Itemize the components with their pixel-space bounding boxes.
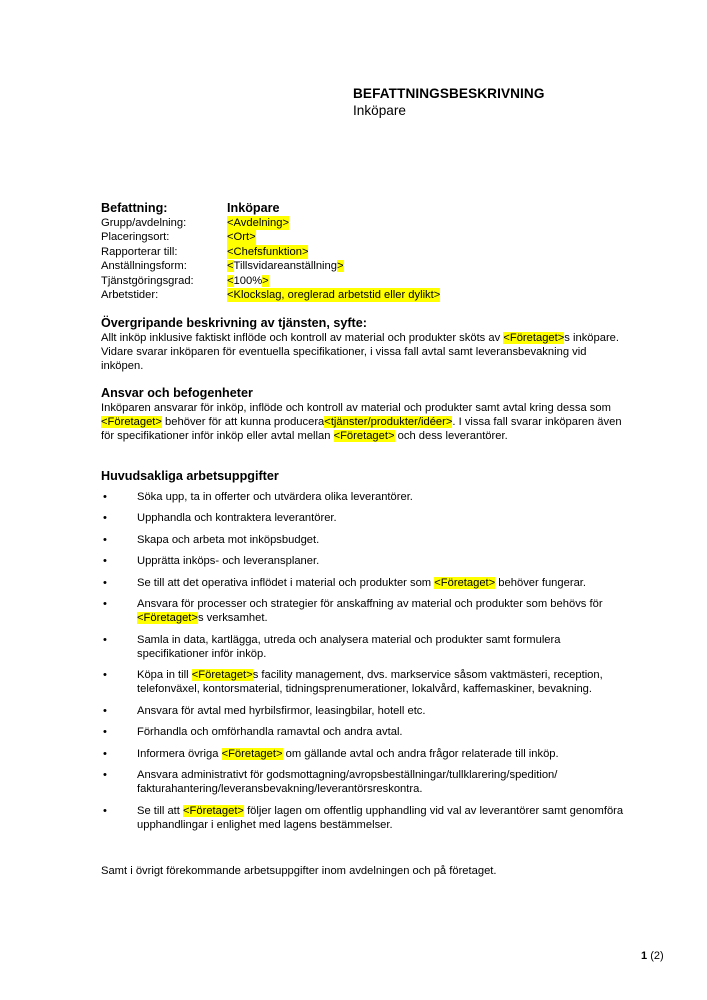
list-item-text: Se till att det operativa inflödet i material och produkter som <Företaget> behöver fungerar.	[137, 576, 587, 589]
info-label: Grupp/avdelning:	[101, 217, 187, 229]
company-placeholder: <Företaget>	[101, 416, 162, 429]
document-title: BEFATTNINGSBESKRIVNING	[353, 86, 545, 101]
list-item	[101, 554, 631, 568]
overview-paragraph	[101, 331, 631, 374]
list-item	[101, 490, 631, 504]
document-header	[353, 85, 545, 119]
company-placeholder: <Företaget>	[183, 804, 244, 817]
company-placeholder: <Företaget>	[191, 669, 253, 682]
text: behöver för att kunna producera	[161, 416, 325, 429]
closing-paragraph: Samt i övrigt förekommande arbetsuppgifter inom avdelningen och på företaget.	[101, 865, 497, 877]
overview-section	[101, 316, 631, 374]
info-row-working-hours	[101, 288, 440, 302]
list-item-text: Samla in data, kartlägga, utreda och analysera material och produkter samt formulera specifikationer inför inköp.	[137, 633, 561, 660]
list-item-text: Upprätta inköps- och leveransplaner.	[137, 555, 320, 568]
company-placeholder: <Företaget>	[137, 612, 198, 625]
info-label: Tjänstgöringsgrad:	[101, 274, 194, 287]
list-item	[101, 804, 631, 832]
tasks-list	[101, 490, 631, 832]
info-value	[227, 259, 344, 273]
document-subtitle: Inköpare	[353, 103, 406, 118]
info-label: Arbetstider:	[101, 289, 159, 302]
list-item	[101, 633, 631, 661]
list-item	[101, 668, 631, 696]
page-number	[641, 950, 664, 962]
list-item-text: Köpa in till <Företaget>s facility management, dvs. markservice såsom vaktmästeri, reception, telefonväxel, kontorsmaterial, tidningsprenumerationer, lokalvård, kaffemaskiner, bevakning.	[137, 669, 603, 696]
bracket-close: >	[262, 274, 269, 287]
list-item-text: Ansvara administrativt för godsmottagning/avropsbeställningar/tullklarering/spedition/ fakturahantering/leveransbevakning/leverantörsreskontra.	[137, 768, 558, 796]
company-placeholder: <Företaget>	[221, 747, 283, 760]
responsibilities-paragraph	[101, 401, 631, 444]
info-label: Placeringsort:	[101, 231, 170, 244]
info-value-placeholder: <Klockslag, oreglerad arbetstid eller dylikt>	[227, 289, 441, 302]
page-total: (2)	[650, 950, 664, 962]
bullet-icon: •	[103, 747, 107, 760]
info-value	[227, 274, 269, 288]
company-placeholder: <Företaget>	[434, 576, 496, 589]
bracket-open: <	[227, 274, 234, 287]
info-row-location	[101, 230, 440, 244]
list-item-text: Skapa och arbeta mot inköpsbudget.	[137, 533, 320, 546]
overview-heading: Övergripande beskrivning av tjänsten, syfte:	[101, 316, 367, 330]
tasks-section	[101, 469, 631, 839]
list-item	[101, 511, 631, 525]
info-row-department	[101, 216, 440, 230]
bullet-icon: •	[103, 512, 107, 525]
info-row-position	[101, 201, 440, 216]
bullet-icon: •	[103, 704, 107, 717]
bracket-close: >	[336, 260, 344, 273]
text: Inköparen ansvarar för inköp, inflöde och kontroll av material och produkter samt avtal kring dessa som	[101, 402, 611, 414]
products-placeholder: <tjänster/produkter/idéer>	[324, 416, 453, 429]
info-label: Anställningsform:	[101, 260, 187, 273]
list-item-text: Informera övriga <Företaget> om gällande avtal och andra frågor relaterade till inköp.	[137, 747, 559, 760]
list-item	[101, 704, 631, 718]
list-item-text: Se till att <Företaget> följer lagen om offentlig upphandling vid val av leverantörer samt genomföra upphandlingar i enlighet med lagens bestämmelser.	[137, 804, 624, 831]
list-item-text: Ansvara för processer och strategier för anskaffning av material och produkter som behövs för <Företaget>s verksamhet.	[137, 597, 603, 625]
list-item	[101, 597, 631, 625]
bullet-icon: •	[103, 633, 107, 646]
bracket-open: <	[227, 260, 234, 273]
info-row-employment-rate	[101, 274, 440, 288]
info-label: Rapporterar till:	[101, 245, 178, 258]
responsibilities-section	[101, 386, 631, 444]
text: Allt inköp inklusive faktiskt inflöde och kontroll av material och produkter sköts av	[101, 332, 504, 344]
info-row-reports-to	[101, 245, 440, 259]
text: s inköpare. Vidare svarar inköparen för eventuella specifikationer, i vissa fall avtal samt leveransbevakning vid inköpen.	[101, 332, 620, 373]
bullet-icon: •	[103, 576, 107, 589]
list-item	[101, 533, 631, 547]
bullet-icon: •	[103, 768, 107, 781]
bullet-icon: •	[103, 491, 107, 503]
position-label: Befattning:	[101, 201, 168, 215]
page-current: 1	[641, 950, 648, 962]
responsibilities-heading: Ansvar och befogenheter	[101, 386, 253, 400]
position-value: Inköpare	[227, 201, 280, 215]
info-value-text: Tillsvidareanställning	[233, 260, 337, 273]
bullet-icon: •	[103, 533, 107, 546]
bullet-icon: •	[103, 597, 107, 610]
bullet-icon: •	[103, 804, 107, 817]
list-item	[101, 768, 631, 796]
bullet-icon: •	[103, 726, 107, 739]
list-item	[101, 747, 631, 761]
list-item	[101, 576, 631, 590]
info-value-placeholder: <Chefsfunktion>	[227, 245, 309, 258]
bullet-icon: •	[103, 555, 107, 568]
company-placeholder: <Företaget>	[503, 332, 565, 344]
info-row-employment-form	[101, 259, 440, 273]
text: och dess leverantörer.	[394, 430, 508, 443]
company-placeholder: <Företaget>	[333, 430, 395, 443]
list-item	[101, 725, 631, 739]
info-value-placeholder: <Avdelning>	[227, 217, 290, 229]
tasks-heading: Huvudsakliga arbetsuppgifter	[101, 469, 279, 483]
list-item-text: Upphandla och kontraktera leverantörer.	[137, 512, 337, 525]
list-item-text: Förhandla och omförhandla ramavtal och andra avtal.	[137, 726, 403, 739]
position-info-table	[101, 201, 440, 302]
bullet-icon: •	[103, 669, 107, 682]
list-item-text: Söka upp, ta in offerter och utvärdera olika leverantörer.	[137, 491, 413, 503]
list-item-text: Ansvara för avtal med hyrbilsfirmor, leasingbilar, hotell etc.	[137, 704, 426, 717]
info-value-placeholder: <Ort>	[227, 231, 256, 244]
text: . I vissa fall svarar inköparen även för specifikationer inför inköp eller avtal mellan	[101, 416, 622, 443]
info-value-text: 100%	[233, 274, 263, 287]
